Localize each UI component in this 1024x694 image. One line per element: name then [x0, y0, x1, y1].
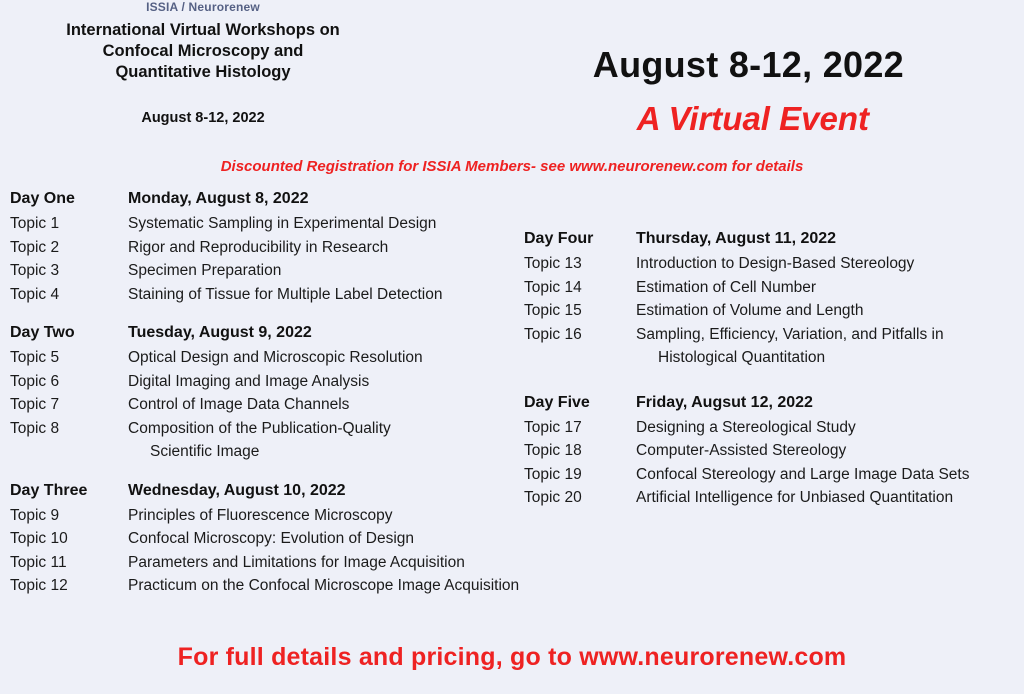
workshop-title	[18, 20, 388, 83]
topic-label: Topic 11	[10, 553, 67, 571]
event-kind-heading: A Virtual Event	[636, 100, 869, 137]
topic-label: Topic 1	[10, 215, 60, 232]
day-heading	[10, 482, 530, 500]
topic-text: Estimation of Volume and Length	[636, 302, 864, 319]
topic-label: Topic 19	[524, 465, 582, 483]
topic-row	[524, 416, 1024, 440]
topic-label: Topic 18	[524, 442, 582, 459]
topic-label: Topic 2	[10, 238, 60, 256]
topic-row	[10, 370, 530, 394]
topic-label: Topic 10	[10, 530, 68, 547]
topic-label: Topic 14	[524, 278, 582, 296]
day-name: Day One	[10, 190, 75, 207]
topic-text: Staining of Tissue for Multiple Label Detection	[128, 285, 443, 303]
topic-text: Artificial Intelligence for Unbiased Quantitation	[636, 489, 954, 506]
workshop-title-line-2: Confocal Microscopy and	[102, 42, 304, 60]
topic-row	[10, 527, 530, 551]
topic-text: Confocal Microscopy: Evolution of Design	[128, 530, 415, 547]
day-date: Tuesday, August 9, 2022	[128, 324, 312, 341]
topic-row	[524, 276, 1024, 300]
day-block	[10, 190, 530, 306]
workshop-title-line-3: Quantitative Histology	[115, 63, 291, 81]
topic-label: Topic 7	[10, 396, 60, 413]
day-date: Wednesday, August 10, 2022	[128, 481, 346, 499]
topic-label: Topic 15	[524, 302, 582, 319]
promo-line: Discounted Registration for ISSIA Members- see www.neurorenew.com for details	[220, 158, 804, 175]
topic-row	[10, 259, 530, 283]
day-name: Day Two	[10, 324, 75, 341]
topic-text: Practicum on the Confocal Microscope Image Acquisition	[128, 577, 520, 594]
topic-text-continuation: Scientific Image	[150, 443, 260, 460]
topic-row	[10, 574, 530, 598]
topic-row	[10, 551, 530, 575]
topic-text-main: Sampling, Efficiency, Variation, and Pitfalls in	[636, 325, 944, 343]
topic-text: Principles of Fluorescence Microscopy	[128, 506, 393, 524]
day-name: Day Three	[10, 481, 88, 499]
topic-row	[524, 439, 1024, 463]
day-block	[524, 230, 1024, 370]
day-heading	[524, 230, 1024, 248]
topic-text: Systematic Sampling in Experimental Design	[128, 215, 437, 232]
day-name: Day Five	[524, 393, 590, 411]
topic-label: Topic 17	[524, 418, 582, 436]
topic-text: Confocal Stereology and Large Image Data Sets	[636, 465, 970, 483]
topic-text	[636, 323, 1024, 370]
topic-text: Introduction to Design-Based Stereology	[636, 255, 915, 272]
topic-text-continuation: Histological Quantitation	[658, 349, 826, 366]
topic-label: Topic 8	[10, 419, 60, 437]
day-heading	[10, 190, 530, 208]
day-heading	[524, 394, 1024, 412]
topic-text: Computer-Assisted Stereology	[636, 442, 847, 459]
topic-row	[10, 417, 530, 464]
topic-label: Topic 16	[524, 325, 582, 343]
flyer-header	[0, 0, 1024, 150]
day-name: Day Four	[524, 230, 594, 247]
day-heading	[10, 324, 530, 342]
day-block	[10, 482, 530, 598]
schedule-column-right	[524, 230, 1024, 528]
topic-text: Specimen Preparation	[128, 262, 282, 279]
topic-label: Topic 6	[10, 372, 60, 390]
topic-row	[10, 212, 530, 236]
schedule-column-left	[10, 190, 530, 616]
topic-row	[524, 252, 1024, 276]
day-date: Friday, Augsut 12, 2022	[636, 393, 813, 411]
topic-text: Control of Image Data Channels	[128, 396, 350, 413]
topic-row	[524, 299, 1024, 323]
organization-title: ISSIA / Neurorenew	[146, 0, 260, 14]
topic-text: Parameters and Limitations for Image Acquisition	[128, 553, 465, 571]
topic-text: Designing a Stereological Study	[636, 418, 856, 436]
workshop-date: August 8-12, 2022	[141, 110, 265, 126]
topic-text: Digital Imaging and Image Analysis	[128, 372, 370, 390]
topic-row	[10, 283, 530, 307]
topic-row	[524, 486, 1024, 510]
topic-row	[10, 393, 530, 417]
topic-label: Topic 5	[10, 349, 60, 366]
topic-row	[524, 323, 1024, 370]
topic-text-main: Composition of the Publication-Quality	[128, 419, 391, 437]
day-date: Thursday, August 11, 2022	[636, 230, 837, 247]
event-date-heading: August 8-12, 2022	[592, 44, 904, 85]
topic-text: Estimation of Cell Number	[636, 278, 817, 296]
day-block	[10, 324, 530, 464]
topic-text	[128, 417, 530, 464]
topic-label: Topic 3	[10, 262, 60, 279]
topic-label: Topic 9	[10, 506, 60, 524]
footer-call-to-action: For full details and pricing, go to www.neurorenew.com	[177, 643, 847, 671]
topic-label: Topic 12	[10, 577, 68, 594]
topic-row	[524, 463, 1024, 487]
topic-text: Optical Design and Microscopic Resolution	[128, 349, 423, 366]
topic-row	[10, 346, 530, 370]
topic-row	[10, 504, 530, 528]
day-date: Monday, August 8, 2022	[128, 190, 309, 207]
topic-label: Topic 4	[10, 285, 60, 303]
topic-text: Rigor and Reproducibility in Research	[128, 238, 389, 256]
topic-label: Topic 13	[524, 255, 582, 272]
workshop-title-line-1: International Virtual Workshops on	[66, 21, 340, 39]
day-block	[524, 394, 1024, 510]
topic-row	[10, 236, 530, 260]
topic-label: Topic 20	[524, 489, 582, 506]
